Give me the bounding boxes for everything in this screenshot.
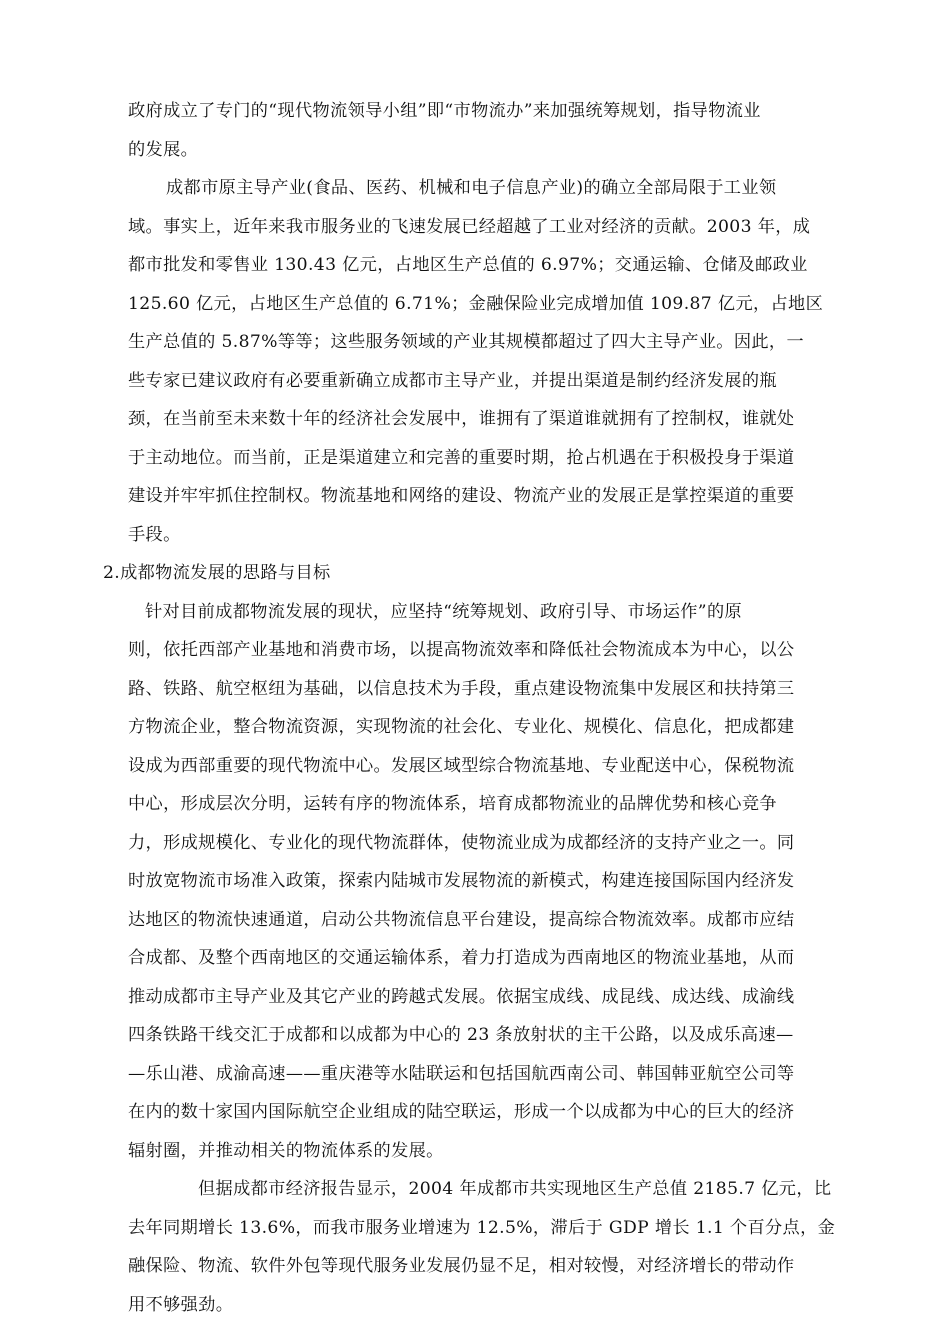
- text-line: 合成都、及整个西南地区的交通运输体系，着力打造成为西南地区的物流业基地，从而: [128, 948, 795, 968]
- text-line: 但据成都市经济报告显示，2004 年成都市共实现地区生产总值 2185.7 亿元，比: [198, 1179, 832, 1199]
- text-line: 成都市原主导产业(食品、医药、机械和电子信息产业)的确立全部局限于工业领: [166, 178, 777, 198]
- text-line: 力，形成规模化、专业化的现代物流群体，使物流业成为成都经济的支持产业之一。同: [128, 833, 795, 853]
- text-line: 推动成都市主导产业及其它产业的跨越式发展。依据宝成线、成昆线、成达线、成渝线: [128, 987, 795, 1007]
- text-line: 手段。: [128, 525, 181, 545]
- text-line: 路、铁路、航空枢纽为基础，以信息技术为手段，重点建设物流集中发展区和扶持第三: [128, 679, 795, 699]
- text-line: 达地区的物流快速通道，启动公共物流信息平台建设，提高综合物流效率。成都市应结: [128, 910, 795, 930]
- text-line: 在内的数十家国内国际航空企业组成的陆空联运，形成一个以成都为中心的巨大的经济: [128, 1102, 795, 1122]
- text-line: 则，依托西部产业基地和消费市场，以提高物流效率和降低社会物流成本为中心，以公: [128, 640, 795, 660]
- text-line: 时放宽物流市场准入政策，探索内陆城市发展物流的新模式，构建连接国际国内经济发: [128, 871, 795, 891]
- text-line: 用不够强劲。: [128, 1295, 234, 1315]
- text-line: 125.60 亿元，占地区生产总值的 6.71%；金融保险业完成增加值 109.87 亿元，占地区: [128, 294, 824, 314]
- text-line: 去年同期增长 13.6%，而我市服务业增速为 12.5%，滞后于 GDP 增长 1.1 个百分点，金: [128, 1218, 836, 1238]
- text-line: 生产总值的 5.87%等等；这些服务领域的产业其规模都超过了四大主导产业。因此，一: [128, 332, 804, 352]
- text-line: 辐射圈，并推动相关的物流体系的发展。: [128, 1141, 444, 1161]
- text-line: 政府成立了专门的“现代物流领导小组”即“市物流办”来加强统筹规划，指导物流业: [128, 101, 761, 121]
- text-line: 域。事实上，近年来我市服务业的飞速发展已经超越了工业对经济的贡献。2003 年，成: [128, 217, 811, 237]
- text-line: 方物流企业，整合物流资源，实现物流的社会化、专业化、规模化、信息化，把成都建: [128, 717, 795, 737]
- text-line: 些专家已建议政府有必要重新确立成都市主导产业，并提出渠道是制约经济发展的瓶: [128, 371, 777, 391]
- text-line: —乐山港、成渝高速——重庆港等水陆联运和包括国航西南公司、韩国韩亚航空公司等: [128, 1064, 795, 1084]
- text-line: 四条铁路干线交汇于成都和以成都为中心的 23 条放射状的主干公路，以及成乐高速—: [128, 1025, 794, 1045]
- text-line: 颈，在当前至未来数十年的经济社会发展中，谁拥有了渠道谁就拥有了控制权，谁就处: [128, 409, 795, 429]
- text-line: 于主动地位。而当前，正是渠道建立和完善的重要时期，抢占机遇在于积极投身于渠道: [128, 448, 795, 468]
- text-line: 中心，形成层次分明，运转有序的物流体系，培育成都物流业的品牌优势和核心竞争: [128, 794, 777, 814]
- text-line: 都市批发和零售业 130.43 亿元，占地区生产总值的 6.97%；交通运输、仓储及邮政业: [128, 255, 808, 275]
- section-heading: 2.成都物流发展的思路与目标: [103, 563, 331, 583]
- text-line: 的发展。: [128, 140, 199, 160]
- text-line: 建设并牢牢抓住控制权。物流基地和网络的建设、物流产业的发展正是掌控渠道的重要: [128, 486, 795, 506]
- text-line: 针对目前成都物流发展的现状，应坚持“统筹规划、政府引导、市场运作”的原: [145, 602, 743, 622]
- text-line: 设成为西部重要的现代物流中心。发展区域型综合物流基地、专业配送中心，保税物流: [128, 756, 795, 776]
- text-line: 融保险、物流、软件外包等现代服务业发展仍显不足，相对较慢，对经济增长的带动作: [128, 1256, 795, 1276]
